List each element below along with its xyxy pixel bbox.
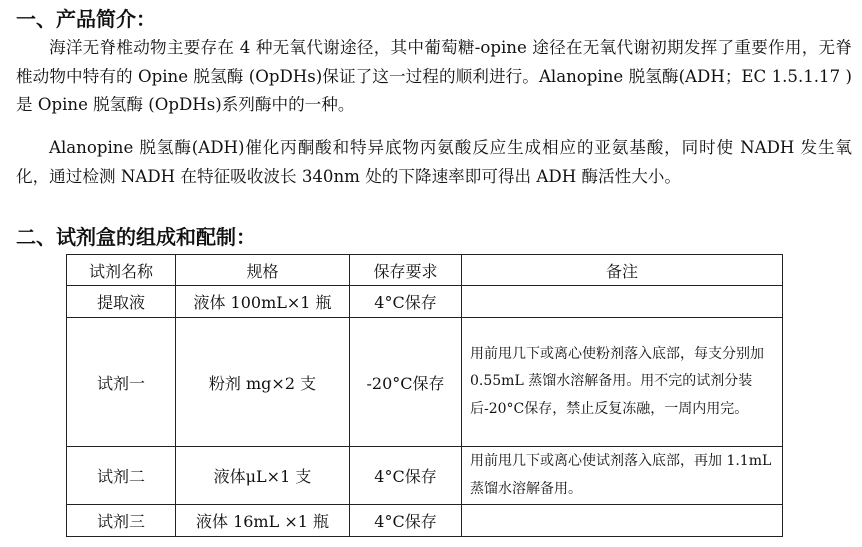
table-row	[67, 505, 783, 537]
cell-storage: 4°C保存	[350, 505, 462, 537]
cell-storage: 4°C保存	[350, 447, 462, 505]
cell-reagent-name: 试剂二	[67, 447, 176, 505]
table-row	[67, 286, 783, 318]
table-row	[67, 447, 783, 505]
header-specification: 规格	[176, 255, 350, 286]
intro-paragraph-2: Alanopine 脱氢酶(ADH)催化丙酮酸和特异底物丙氨酸反应生成相应的亚氨基酸，同时使 NADH 发生氧化，通过检测 NADH 在特征吸收波长 340nm 处的下降速率即可得出 ADH 酶活性大小。	[16, 138, 852, 186]
section-heading-kit-composition: 二、试剂盒的组成和配制：	[16, 225, 256, 249]
cell-notes	[462, 505, 783, 537]
kit-composition-table	[66, 254, 783, 537]
cell-specification: 液体μL×1 支	[176, 447, 350, 505]
cell-storage: 4°C保存	[350, 286, 462, 318]
cell-reagent-name: 试剂一	[67, 318, 176, 447]
header-reagent-name: 试剂名称	[67, 255, 176, 286]
cell-specification: 粉剂 mg×2 支	[176, 318, 350, 447]
cell-specification: 液体 100mL×1 瓶	[176, 286, 350, 318]
section-heading-product-intro: 一、产品简介：	[16, 7, 156, 31]
cell-notes: 用前甩几下或离心使试剂落入底部，再加 1.1mL 蒸馏水溶解备用。	[462, 447, 783, 505]
table-header-row	[67, 255, 783, 286]
cell-reagent-name: 试剂三	[67, 505, 176, 537]
cell-notes: 用前甩几下或离心使粉剂落入底部，每支分别加 0.55mL 蒸馏水溶解备用。用不完的试剂分装后-20°C保存，禁止反复冻融，一周内用完。	[462, 318, 783, 447]
table-row	[67, 318, 783, 447]
cell-reagent-name: 提取液	[67, 286, 176, 318]
cell-storage: -20°C保存	[350, 318, 462, 447]
header-notes: 备注	[462, 255, 783, 286]
cell-notes	[462, 286, 783, 318]
intro-paragraph-1: 海洋无脊椎动物主要存在 4 种无氧代谢途径，其中葡萄糖-opine 途径在无氧代谢初期发挥了重要作用，无脊椎动物中特有的 Opine 脱氢酶 (OpDHs)保证了这一过程的顺利进行。Alanopine 脱氢酶(ADH；EC 1.5.1.17 )是 Opine 脱氢酶 (OpDHs)系列酶中的一种。	[16, 38, 852, 114]
cell-specification: 液体 16mL ×1 瓶	[176, 505, 350, 537]
header-storage: 保存要求	[350, 255, 462, 286]
